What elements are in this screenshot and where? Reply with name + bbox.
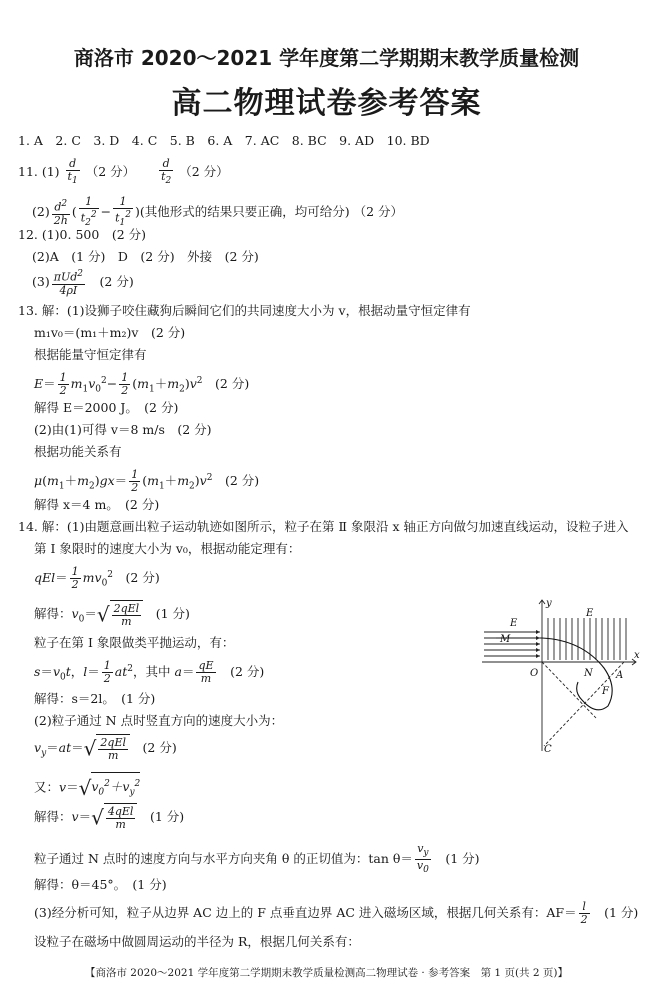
label-n: N	[584, 668, 593, 679]
label-c: C	[544, 744, 552, 755]
q14-line6: (2)粒子通过 N 点时竖直方向的速度大小为：	[34, 713, 284, 728]
q11-part2: (2) $\frac{d^2}{2h}$ ( $\frac{1}{t_2^2}$ − $\frac{1}{t_1^2}$ )(其他形式的结果只要正确，均可给分) （2 分）	[32, 195, 404, 228]
label-y: y	[546, 598, 552, 609]
page-footer: 【商洛市 2020～2021 学年度第二学期期末教学质量检测高二物理试卷 · 参考答案 第 1 页(共 2 页)】	[84, 967, 569, 979]
q14-eq4: $v_y=at=√$ $\frac{\text{2qEl}}{m}$ (2 分)	[34, 736, 177, 762]
q14-line5: 解得：s＝2l。 (1 分)	[34, 691, 156, 706]
label-e-left: E	[510, 618, 518, 629]
q13-line9: 解得 x＝4 m。 (2 分)	[34, 497, 160, 512]
label-o: O	[530, 668, 539, 679]
q14-eq2: 解得：$v_0=√$ $\frac{\text{2qEl}}{m}$ (1 分)	[34, 602, 190, 628]
q13-line2: m₁v₀＝(m₁＋m₂)v (2 分)	[34, 325, 186, 340]
trajectory-figure	[478, 596, 643, 756]
label-f: F	[602, 686, 609, 697]
q14-line8: 粒子通过 N 点时的速度方向与水平方向夹角 θ 的正切值为：tan θ＝ $\frac{v_y}{v_0}$ (1 分)	[34, 842, 480, 876]
q14-line3: 粒子在第 Ⅰ 象限做类平抛运动，有：	[34, 635, 235, 650]
label-e-right: E	[586, 608, 594, 619]
choice-answers: 1. A 2. C 3. D 4. C 5. B 6. A 7. AC 8. BC 9. AD 10. BD	[18, 133, 430, 148]
q14-eq1: qEl＝ $\frac{1}{2}$ $mv_0^2$ (2 分)	[34, 565, 160, 592]
q14-eq6: 解得：v＝√ $\frac{\text{4qEl}}{m}$ (1 分)	[34, 805, 185, 831]
q13-line1: 13. 解：(1)设狮子咬住藏狗后瞬间它们的共同速度大小为 v，根据动量守恒定律有	[18, 303, 471, 318]
q13-line3: 根据能量守恒定律有	[34, 347, 147, 362]
label-m: M	[500, 634, 511, 645]
q11-part1: 11. (1) $\frac{d}{t_1}$ （2 分） $\frac{d}{t_2}$ （2 分）	[18, 157, 229, 187]
q14-line11: 设粒子在磁场中做圆周运动的半径为 R，根据几何关系有：	[34, 934, 360, 949]
q13-line4: E＝ $\frac{1}{2}$ $m_1v_0^2-$ $\frac{1}{2}$ $(m_1+m_2)v^2$ (2 分)	[34, 371, 250, 398]
exam-title: 商洛市 2020～2021 学年度第二学期期末教学质量检测	[73, 46, 580, 70]
q14-line9: 解得：θ＝45°。 (1 分)	[34, 877, 167, 892]
q14-eq5: 又：$v=√v_0^2+v_y^2$	[34, 772, 140, 804]
label-x: x	[634, 650, 640, 661]
q14-eq3: $s=v_0t$，l＝ $\frac{1}{2}$ $at^2$，其中 a＝ $\frac{qE}{m}$ (2 分)	[34, 659, 265, 686]
q13-line5: 解得 E＝2000 J。 (2 分)	[34, 400, 179, 415]
q12-part2: (2)A (1 分) D (2 分) 外接 (2 分)	[32, 249, 259, 264]
label-a: A	[616, 670, 624, 681]
q12-part1: 12. (1)0. 500 (2 分)	[18, 227, 146, 242]
q14-line10: (3)经分析可知，粒子从边界 AC 边上的 F 点垂直边界 AC 进入磁场区域，根据几何关系有：AF＝ $\frac{l}{2}$ (1 分)	[34, 900, 639, 926]
q13-line8: $\mu(m_1+m_2)gx=$ $\frac{1}{2}$ $(m_1+m_2)v^2$ (2 分)	[34, 468, 260, 495]
q14-line1: 14. 解：(1)由题意画出粒子运动轨迹如图所示，粒子在第 Ⅱ 象限沿 x 轴正方向做匀加速直线运动，设粒子进入	[18, 519, 629, 534]
answer-key-title: 高二物理试卷参考答案	[171, 86, 482, 121]
q13-line7: 根据功能关系有	[34, 444, 122, 459]
q13-line6: (2)由(1)可得 v＝8 m/s (2 分)	[34, 422, 212, 437]
q14-line2: 第 Ⅰ 象限时的速度大小为 v₀，根据动能定理有：	[34, 541, 301, 556]
q12-part3: (3) $\frac{\pi Ud^2}{4\rho I}$ (2 分)	[32, 269, 134, 297]
